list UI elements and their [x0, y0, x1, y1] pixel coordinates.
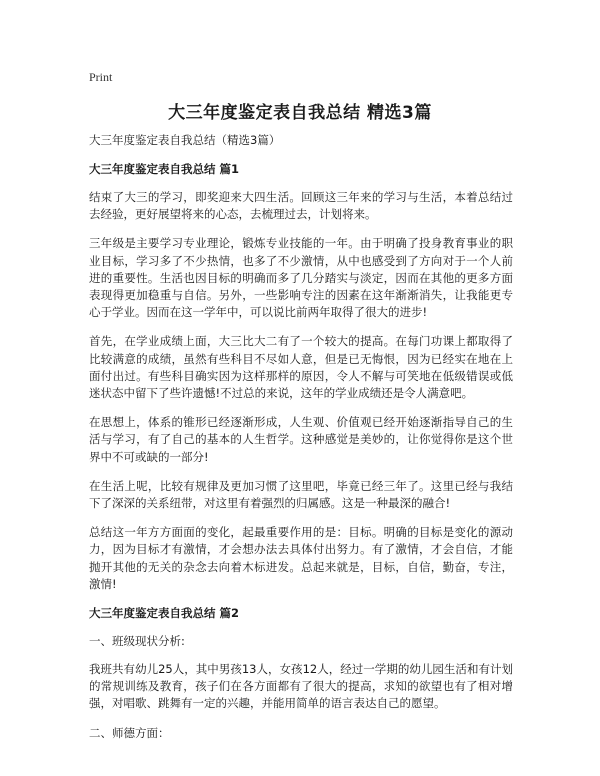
- paragraph: 总结这一年方方面面的变化，起最重要作用的是：目标。明确的目标是变化的源动力，因为目标才有激情，才会想办法去具体付出努力。有了激情，才会自信，才能抛开其他的无关的杂念去向着木标进发。总起来就是，目标，自信，勤奋，专注，激情!: [89, 525, 513, 591]
- paragraph: 我班共有幼儿25人，其中男孩13人，女孩12人，经过一学期的幼儿园生活和有计划的常规训练及教育，孩子们在各方面都有了很大的提高，求知的欲望也有了相对增强，对唱歌、跳舞有一定的兴趣，并能用简单的语言表达自己的愿望。: [89, 662, 513, 711]
- sub-heading-teacher-ethics: 二、师德方面：: [89, 725, 170, 740]
- sub-heading-class-status: 一、班级现状分析:: [89, 634, 185, 649]
- print-label: Print: [89, 70, 113, 84]
- paragraph: 在生活上呢，比较有规律及更加习惯了这里吧，毕竟已经三年了。这里已经与我结下了深深的关系纽带，对这里有着强烈的归属感。这是一种最深的融合!: [89, 478, 513, 511]
- paragraph: 结束了大三的学习，即奖迎来大四生活。回顾这三年来的学习与生活，本着总结过去经验，更好展望将来的心态，去梳理过去，计划将来。: [89, 190, 513, 222]
- page-title: 大三年度鉴定表自我总结 精选3篇: [168, 103, 432, 123]
- document-body: [89, 132, 513, 753]
- paragraph: 首先，在学业成绩上面，大三比大二有了一个较大的提高。在每门功课上都取得了比较满意的成绩，虽然有些科目不尽如人意，但是已无悔恨，因为已经实在地在上面付出过。有些科目确实因为这样那样的原因，令人不解与可笑地在低级错误或低迷状态中留下了些许遗憾!不过总的来说，这年的学业成绩还是令人满意吧。: [89, 334, 513, 401]
- section-heading-2: 大三年度鉴定表自我总结 篇2: [89, 606, 240, 621]
- paragraph: 三年级是主要学习专业理论，锻炼专业技能的一年。由于明确了投身教育事业的职业目标，学习多了不少热情，也多了不少激情，从中也感受到了方向对于一个人前进的重要性。生活也因目标的明确而多了几分踏实与淡定，因而在其他的更多方面表现得更加稳重与自信。另外，一些影响专注的因素在这年渐渐消失，让我能更专心于学业。因而在这一学年中，可以说比前两年取得了很大的进步!: [89, 236, 513, 320]
- document-subtitle: 大三年度鉴定表自我总结（精选3篇）: [89, 133, 281, 147]
- paragraph: 在思想上，体系的锥形已经逐渐形成，人生观、价值观已经开始逐渐指导自己的生活与学习，有了自己的基本的人生哲学。这种感觉是美妙的，让你觉得你是这个世界中不可或缺的一部分!: [89, 415, 513, 464]
- section-heading-1: 大三年度鉴定表自我总结 篇1: [89, 162, 240, 176]
